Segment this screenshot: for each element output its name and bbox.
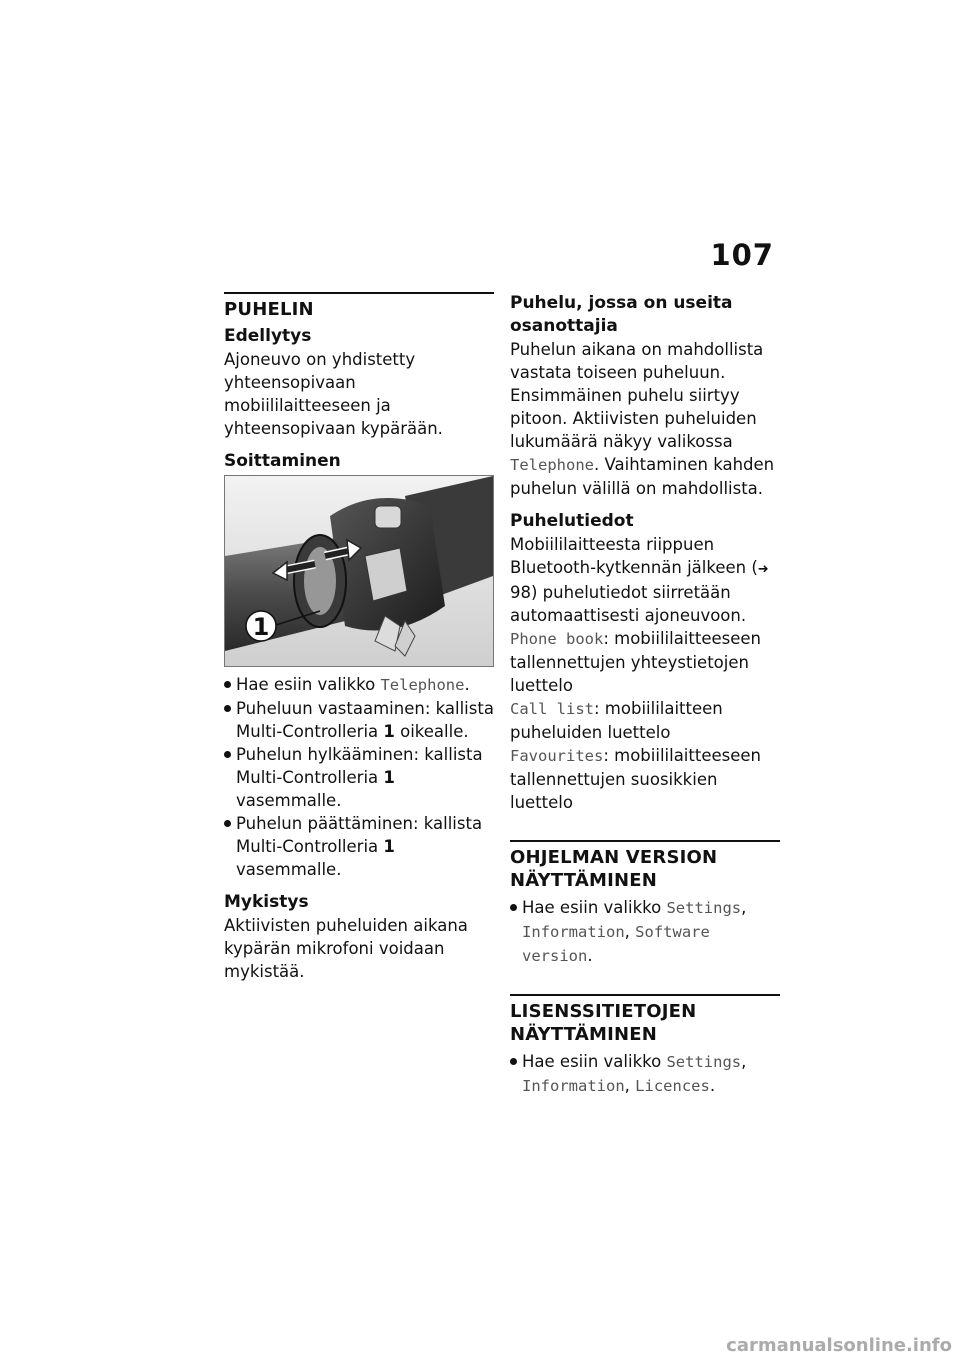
section-rule (224, 292, 494, 294)
page-reference-arrow-icon: ➜ (757, 562, 769, 577)
section-rule (510, 994, 780, 996)
mute-heading: Mykistys (224, 892, 309, 912)
handlebar-illustration (225, 476, 493, 666)
calling-heading: Soittaminen (224, 451, 341, 471)
page-number: 107 (710, 238, 774, 272)
right-column (510, 292, 780, 1108)
figure-callout-1: 1 (252, 613, 270, 641)
list-item: Hae esiin valikko Settings, Information, Software version. (510, 896, 780, 968)
section-rule (510, 840, 780, 842)
multi-call-text: Puhelun aikana on mahdollista vastata toiseen puheluun. Ensimmäinen puhelu siirtyy pitoon. Aktiivisten puheluiden lukumäärä näkyy valikossa Telephone. Vaihtaminen kahden puhelun välillä on mahdollista. (510, 340, 775, 498)
favourites-definition: Favourites: mobiililaitteeseen tallennettujen suosikkien luettelo (510, 746, 761, 812)
license-steps (510, 1050, 780, 1098)
list-item: Hae esiin valikko Settings, Information, Licences. (510, 1050, 780, 1098)
section-title-phone: PUHELIN (224, 299, 314, 320)
calllist-definition: Call list: mobiililaitteen puheluiden luettelo (510, 699, 723, 742)
mute-text: Aktiivisten puheluiden aikana kypärän mikrofoni voidaan mykistää. (224, 916, 468, 981)
list-item: Puhelun hylkääminen: kallista Multi-Controlleria 1 vasemmalle. (224, 743, 494, 812)
prereq-text: Ajoneuvo on yhdistetty yhteensopivaan mobiililaitteeseen ja yhteensopivaan kypärään. (224, 350, 443, 438)
list-item: Puhelun päättäminen: kallista Multi-Controlleria 1 vasemmalle. (224, 812, 494, 881)
call-data-heading: Puhelutiedot (510, 511, 634, 531)
prereq-heading: Edellytys (224, 326, 312, 346)
version-steps (510, 896, 780, 968)
list-item: Hae esiin valikko Telephone. (224, 673, 494, 697)
section-title-licenses: LISENSSITIETOJEN NÄYTTÄMINEN (510, 1001, 697, 1045)
call-data-text: Mobiililaitteesta riippuen Bluetooth-kytkennän jälkeen (➜ 98) puhelutiedot siirretään automaattisesti ajoneuvoon. (510, 535, 769, 625)
section-title-version: OHJELMAN VERSION NÄYTTÄMINEN (510, 847, 718, 891)
phonebook-definition: Phone book: mobiililaitteeseen tallennettujen yhteystietojen luettelo (510, 629, 761, 695)
list-item: Puheluun vastaaminen: kallista Multi-Controlleria 1 oikealle. (224, 697, 494, 743)
left-column (224, 292, 494, 993)
watermark: carmanualsonline.info (726, 1335, 952, 1356)
calling-steps (224, 673, 494, 881)
multi-controller-figure (224, 475, 494, 667)
multi-call-heading: Puhelu, jossa on useita osanottajia (510, 293, 733, 336)
